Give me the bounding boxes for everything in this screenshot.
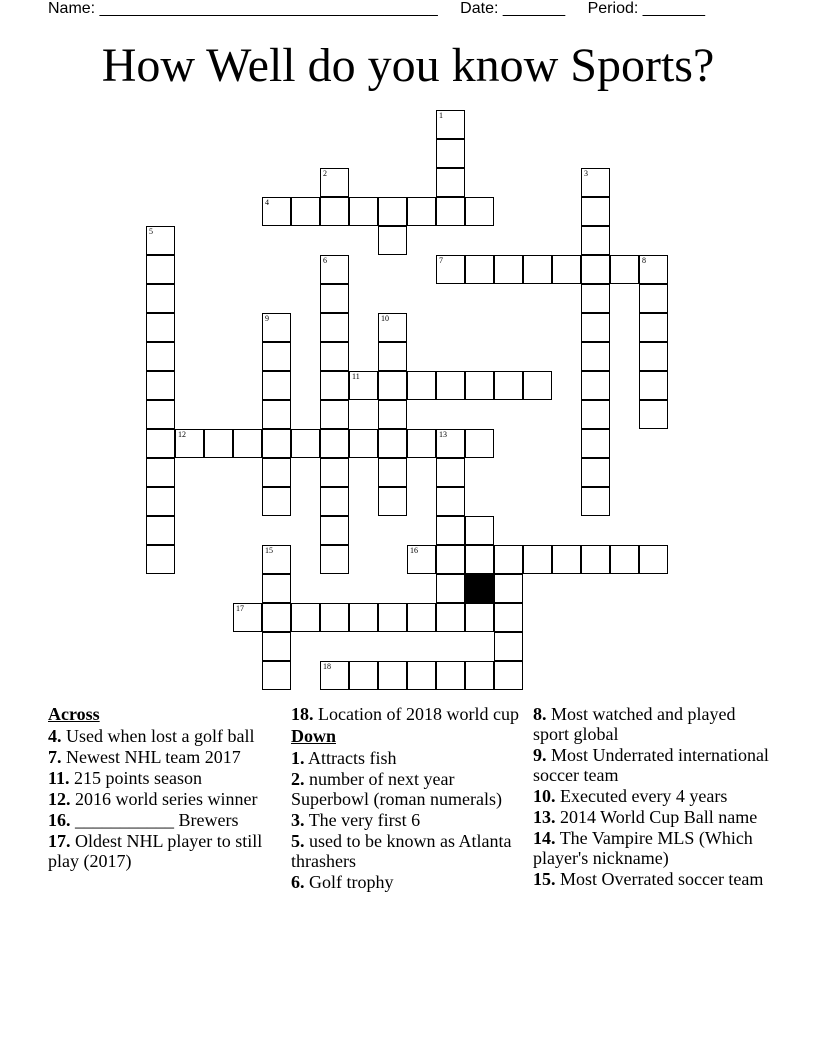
clue-column-3	[533, 704, 773, 890]
crossword-cell[interactable]	[262, 574, 291, 603]
crossword-cell[interactable]	[146, 226, 175, 255]
crossword-cell[interactable]	[378, 458, 407, 487]
crossword-cell[interactable]	[465, 545, 494, 574]
crossword-cell[interactable]	[262, 603, 291, 632]
crossword-cell[interactable]	[378, 603, 407, 632]
clue-number: 17	[236, 604, 244, 613]
crossword-cell[interactable]	[291, 603, 320, 632]
crossword-cell[interactable]	[146, 371, 175, 400]
across-heading: Across	[48, 704, 100, 724]
crossword-cell[interactable]	[436, 197, 465, 226]
clue-number: 8	[642, 256, 646, 265]
clue-down-5: 5. used to be known as Atlanta thrashers	[291, 831, 512, 871]
clue-across-11: 11. 215 points season	[48, 768, 203, 788]
crossword-cell[interactable]	[465, 516, 494, 545]
crossword-cell[interactable]	[581, 313, 610, 342]
crossword-cell[interactable]	[320, 313, 349, 342]
name-field[interactable]: Name: ______________________________________	[48, 0, 438, 17]
clue-down-2: 2. number of next year Superbowl (roman numerals)	[291, 769, 502, 809]
clue-across-12: 12. 2016 world series winner	[48, 789, 258, 809]
clue-across-16: 16. ___________ Brewers	[48, 810, 239, 830]
crossword-cell[interactable]	[436, 516, 465, 545]
crossword-cell[interactable]	[436, 574, 465, 603]
crossword-cell[interactable]	[436, 255, 465, 284]
clue-across-7: 7. Newest NHL team 2017	[48, 747, 241, 767]
crossword-cell[interactable]	[494, 632, 523, 661]
crossword-cell[interactable]	[494, 545, 523, 574]
crossword-cell[interactable]	[407, 603, 436, 632]
crossword-cell[interactable]	[581, 429, 610, 458]
crossword-cell[interactable]	[465, 371, 494, 400]
clue-number: 12	[178, 430, 186, 439]
page-title: How Well do you know Sports?	[101, 39, 715, 92]
clue-down-8: 8. Most watched and played sport global	[533, 704, 736, 744]
crossword-cell[interactable]	[436, 168, 465, 197]
crossword-cell[interactable]	[320, 255, 349, 284]
crossword-cell[interactable]	[639, 255, 668, 284]
clue-number: 1	[439, 111, 443, 120]
crossword-cell[interactable]	[552, 255, 581, 284]
crossword-cell[interactable]	[378, 226, 407, 255]
clue-number: 4	[265, 198, 269, 207]
clue-down-3: 3. The very first 6	[291, 810, 421, 830]
crossword-cell[interactable]	[610, 255, 639, 284]
clue-column-2	[291, 704, 527, 893]
crossword-cell[interactable]	[320, 661, 349, 690]
crossword-cell[interactable]	[610, 545, 639, 574]
crossword-cell[interactable]	[320, 429, 349, 458]
crossword-cell[interactable]	[146, 313, 175, 342]
clue-down-6: 6. Golf trophy	[291, 872, 394, 892]
period-field[interactable]: Period: _______	[587, 0, 706, 17]
crossword-cell[interactable]	[523, 371, 552, 400]
crossword-cell[interactable]	[581, 458, 610, 487]
crossword-cell[interactable]	[581, 284, 610, 313]
crossword-cell[interactable]	[407, 545, 436, 574]
crossword-cell[interactable]	[262, 458, 291, 487]
crossword-cell[interactable]	[378, 487, 407, 516]
crossword-cell[interactable]	[262, 313, 291, 342]
crossword-cell[interactable]	[494, 371, 523, 400]
crossword-cell[interactable]	[262, 342, 291, 371]
crossword-cell[interactable]	[233, 429, 262, 458]
crossword-cell[interactable]	[146, 284, 175, 313]
clue-number: 2	[323, 169, 327, 178]
crossword-cell[interactable]	[146, 342, 175, 371]
clue-column-1	[48, 702, 284, 872]
crossword-cell[interactable]	[465, 661, 494, 690]
crossword-cell[interactable]	[581, 371, 610, 400]
crossword-cell[interactable]	[436, 545, 465, 574]
crossword-cell[interactable]	[639, 371, 668, 400]
crossword-cell[interactable]	[407, 429, 436, 458]
crossword-cell[interactable]	[320, 400, 349, 429]
clue-number: 6	[323, 256, 327, 265]
down-heading: Down	[291, 726, 337, 746]
crossword-cell[interactable]	[320, 168, 349, 197]
crossword-cell[interactable]	[146, 545, 175, 574]
clue-number: 3	[584, 169, 588, 178]
crossword-cell[interactable]	[320, 371, 349, 400]
crossword-cell[interactable]	[523, 545, 552, 574]
crossword-cell[interactable]	[349, 197, 378, 226]
crossword-cell[interactable]	[378, 313, 407, 342]
crossword-cell[interactable]	[581, 342, 610, 371]
clue-number: 7	[439, 256, 443, 265]
crossword-cell[interactable]	[320, 342, 349, 371]
crossword-cell[interactable]	[639, 400, 668, 429]
crossword-cell[interactable]	[465, 429, 494, 458]
crossword-cell[interactable]	[378, 429, 407, 458]
crossword-cell[interactable]	[407, 197, 436, 226]
crossword-cell[interactable]	[378, 342, 407, 371]
clue-down-1: 1. Attracts fish	[291, 748, 397, 768]
clue-down-13: 13. 2014 World Cup Ball name	[533, 807, 758, 827]
crossword-cell[interactable]	[320, 458, 349, 487]
crossword-cell[interactable]	[291, 429, 320, 458]
crossword-cell[interactable]	[581, 197, 610, 226]
crossword-cell[interactable]	[262, 400, 291, 429]
crossword-cell[interactable]	[146, 487, 175, 516]
crossword-cell[interactable]	[262, 429, 291, 458]
clue-across-17: 17. Oldest NHL player to still play (2017)	[48, 831, 263, 871]
crossword-cell[interactable]	[146, 516, 175, 545]
crossword-cell[interactable]	[320, 545, 349, 574]
clue-down-14: 14. The Vampire MLS (Which player's nickname)	[533, 828, 753, 868]
crossword-cell[interactable]	[639, 545, 668, 574]
crossword-cell[interactable]	[146, 255, 175, 284]
clue-across-18: 18. Location of 2018 world cup	[291, 704, 519, 724]
crossword-cell[interactable]	[436, 371, 465, 400]
clue-number: 16	[410, 546, 418, 555]
crossword-cell[interactable]	[523, 255, 552, 284]
crossword-cell[interactable]	[581, 545, 610, 574]
crossword-cell[interactable]	[320, 516, 349, 545]
clue-number: 5	[149, 227, 153, 236]
crossword-cell[interactable]	[494, 661, 523, 690]
clue-number: 13	[439, 430, 447, 439]
clue-number: 15	[265, 546, 273, 555]
crossword-cell[interactable]	[378, 371, 407, 400]
crossword-cell[interactable]	[465, 197, 494, 226]
crossword-cell[interactable]	[233, 603, 262, 632]
clue-number: 10	[381, 314, 389, 323]
crossword-cell[interactable]	[320, 487, 349, 516]
crossword-cell[interactable]	[581, 168, 610, 197]
crossword-cell[interactable]	[349, 371, 378, 400]
crossword-cell[interactable]	[407, 661, 436, 690]
crossword-cell[interactable]	[465, 255, 494, 284]
crossword-cell[interactable]	[436, 603, 465, 632]
crossword-cell[interactable]	[436, 458, 465, 487]
crossword-cell[interactable]	[639, 313, 668, 342]
crossword-cell[interactable]	[378, 400, 407, 429]
crossword-cell[interactable]	[465, 603, 494, 632]
crossword-cell[interactable]	[436, 110, 465, 139]
crossword-cell[interactable]	[494, 603, 523, 632]
crossword-cell[interactable]	[639, 342, 668, 371]
clue-down-15: 15. Most Overrated soccer team	[533, 869, 764, 889]
crossword-cell[interactable]	[581, 487, 610, 516]
crossword-cell[interactable]	[262, 197, 291, 226]
crossword-cell[interactable]	[639, 284, 668, 313]
crossword-cell[interactable]	[494, 255, 523, 284]
clue-across-4: 4. Used when lost a golf ball	[48, 726, 255, 746]
crossword-cell[interactable]	[146, 458, 175, 487]
crossword-cell[interactable]	[378, 661, 407, 690]
crossword-cell[interactable]	[349, 429, 378, 458]
crossword-cell[interactable]	[291, 197, 320, 226]
crossword-cell[interactable]	[436, 429, 465, 458]
crossword-cell[interactable]	[262, 545, 291, 574]
crossword-cell[interactable]	[581, 255, 610, 284]
crossword-cell[interactable]	[349, 661, 378, 690]
crossword-cell[interactable]	[581, 400, 610, 429]
crossword-cell[interactable]	[436, 139, 465, 168]
crossword-cell[interactable]	[552, 545, 581, 574]
clue-down-10: 10. Executed every 4 years	[533, 786, 728, 806]
clue-down-9: 9. Most Underrated international soccer team	[533, 745, 769, 785]
clue-number: 11	[352, 372, 360, 381]
crossword-cell[interactable]	[494, 574, 523, 603]
crossword-cell[interactable]	[262, 371, 291, 400]
crossword-cell[interactable]	[320, 284, 349, 313]
crossword-cell[interactable]	[407, 371, 436, 400]
crossword-cell[interactable]	[146, 400, 175, 429]
crossword-cell[interactable]	[320, 197, 349, 226]
crossword-cell[interactable]	[262, 487, 291, 516]
clue-number: 9	[265, 314, 269, 323]
crossword-cell[interactable]	[262, 632, 291, 661]
crossword-cell[interactable]	[581, 226, 610, 255]
crossword-cell[interactable]	[436, 661, 465, 690]
date-field[interactable]: Date: _______	[460, 0, 566, 17]
crossword-cell[interactable]	[204, 429, 233, 458]
blocked-cell	[465, 574, 494, 603]
crossword-cell[interactable]	[349, 603, 378, 632]
crossword-cell[interactable]	[320, 603, 349, 632]
crossword-cell[interactable]	[436, 487, 465, 516]
clue-number: 18	[323, 662, 331, 671]
crossword-cell[interactable]	[262, 661, 291, 690]
crossword-cell[interactable]	[175, 429, 204, 458]
crossword-cell[interactable]	[378, 197, 407, 226]
crossword-cell[interactable]	[146, 429, 175, 458]
